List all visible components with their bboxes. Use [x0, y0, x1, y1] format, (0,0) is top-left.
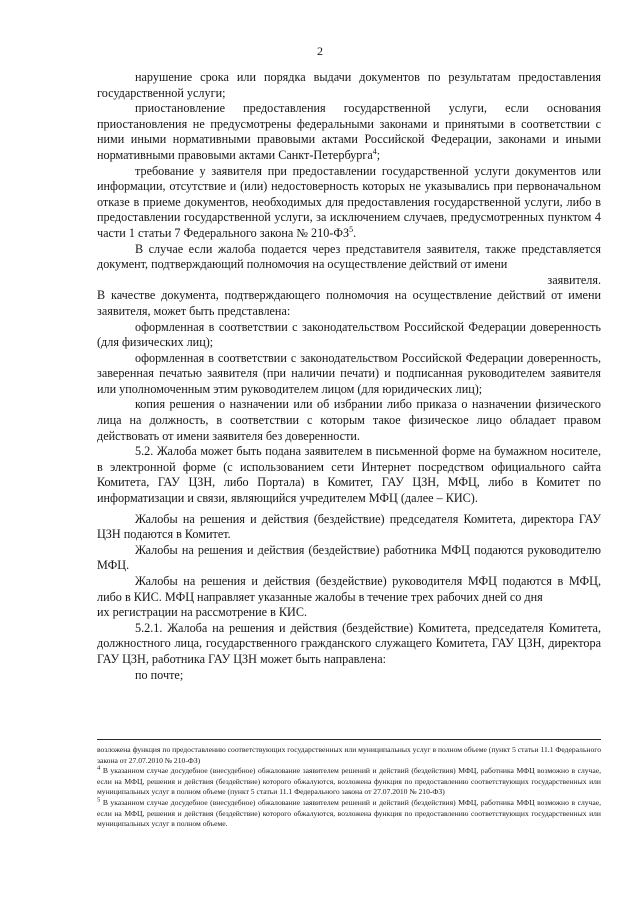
footnotes [97, 745, 601, 830]
paragraph: нарушение срока или порядка выдачи документов по результатам предоставления государственной услуги; [97, 70, 601, 100]
paragraph: оформленная в соответствии с законодательством Российской Федерации доверенность (для физических лиц); [97, 319, 601, 350]
paragraph-text: требование у заявителя при предоставлении государственной услуги документов или информации, отсутствие и (или) недостоверность которых не указывались при первоначальном отказе в приеме документов, необходимых для предоставления государственной услуги, либо в предоставлении государственной услуги, за исключением случаев, предусмотренных пунктом 4 части 1 статьи 7 Федерального закона № 210-ФЗ [97, 163, 601, 240]
paragraph-text: приостановление предоставления государственной услуги, если основания приостановления не предусмотрены федеральными законами и принятыми в соответствии с ними иными нормативными правовыми актами Российской Федерации, законами и иными нормативными правовыми актами Санкт-Петербурга [97, 101, 601, 162]
footnote-text: В указанном случае досудебное (внесудебное) обжалование заявителем решений и действий (бездействия) МФЦ, работника МФЦ возможно в случае, если на МФЦ, решения и действия (бездействие) которого обжалуются, возложена функция по предоставлению соответствующих государственных или муниципальных услуг в полном объеме. [97, 797, 601, 829]
paragraph-end: . [353, 225, 357, 240]
paragraph: заявителя. [547, 272, 601, 287]
paragraph-end: ; [376, 147, 381, 162]
footnote-divider [97, 739, 601, 740]
paragraph [97, 164, 601, 242]
footnote-ref: 4 [372, 146, 377, 156]
paragraph: В случае если жалоба подается через представителя заявителя, также представляется документ, подтверждающий полномочия на осуществление действий от имени [97, 241, 601, 272]
paragraph: оформленная в соответствии с законодательством Российской Федерации доверенность, заверенная печатью заявителя (при наличии печати) и подписанная руководителем заявителя или уполномоченным этим руководителем лицом (для юридических лиц); [97, 350, 601, 396]
footnote [97, 798, 601, 830]
paragraph: их регистрации на рассмотрение в КИС. [97, 605, 308, 620]
paragraph [97, 101, 601, 163]
footnote-text: В указанном случае досудебное (внесудебное) обжалование заявителем решений и действий (бездействия) МФЦ, работника МФЦ возможно в случае, если на МФЦ, решения и действия (бездействие) которого обжалуются, возложена функция по предоставлению соответствующих государственных или муниципальных услуг в полном объеме (пункт 5 статьи 11.1 Федерального закона от 27.07.2010 № 210-ФЗ) [97, 766, 601, 797]
paragraph: Жалобы на решения и действия (бездействие) работника МФЦ подаются руководителю МФЦ. [97, 542, 601, 573]
paragraph: 5.2. Жалоба может быть подана заявителем в письменной форме на бумажном носителе, в электронной форме (с использованием сети Интернет посредством официального сайта Комитета, ГАУ ЦЗН, либо Портала) в Комитет, ГАУ ЦЗН, МФЦ, либо в Комитет по информатизации и связи, являющийся учредителем МФЦ (далее – КИС). [97, 444, 601, 506]
footnote: возложена функция по предоставлению соответствующих государственных или муниципальных услуг в полном объеме (пункт 5 статьи 11.1 Федерального закона от 27.07.2010 № 210-ФЗ) [97, 745, 601, 765]
footnote [97, 766, 601, 798]
paragraph: В качестве документа, подтверждающего полномочия на осуществление действий от имени заявителя, может быть представлена: [97, 288, 601, 318]
footnote-mark: 5 [97, 796, 101, 804]
paragraph: Жалобы на решения и действия (бездействие) руководителя МФЦ подаются в МФЦ, либо в КИС. МФЦ направляет указанные жалобы в течение трех рабочих дней со дня [97, 574, 601, 604]
paragraph: по почте; [135, 667, 184, 682]
paragraph: копия решения о назначении или об избрании либо приказа о назначении физического лица на должность, в соответствии с которым такое физическое лицо обладает правом действовать от имени заявителя без доверенности. [97, 397, 601, 443]
footnote-mark: 4 [97, 764, 101, 772]
page-number: 2 [317, 44, 323, 58]
paragraph: 5.2.1. Жалоба на решения и действия (бездействие) Комитета, председателя Комитета, должностного лица, государственного гражданского служащего Комитета, ГАУ ЦЗН, директора ГАУ ЦЗН, работника ГАУ ЦЗН может быть направлена: [97, 620, 601, 666]
paragraph: Жалобы на решения и действия (бездействие) председателя Комитета, директора ГАУ ЦЗН подаются в Комитет. [97, 511, 601, 542]
footnote-ref: 5 [349, 224, 354, 234]
document-body [97, 70, 601, 683]
